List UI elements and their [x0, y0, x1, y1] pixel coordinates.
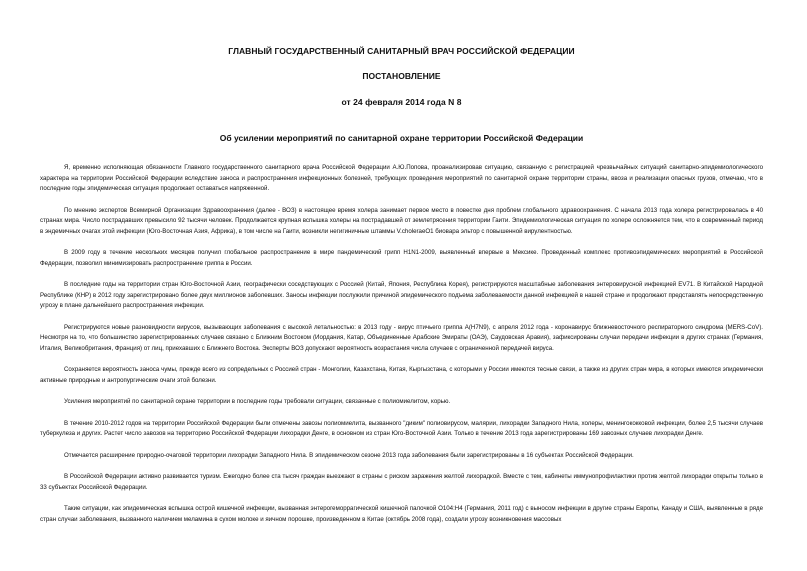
- body-paragraph: Сохраняется вероятность заноса чумы, прежде всего из сопредельных с Россией стран - Монголии, Казахстана, Китая, Кыргызстана, с которыми у России имеются тесные связи, а также из других стран мира, в которых имеются эпидемически активные природные и антропургические очаги этой болезни.: [40, 366, 763, 384]
- body-paragraph: В Российской Федерации активно развивается туризм. Ежегодно более ста тысяч граждан выезжают в страны с риском заражения желтой лихорадкой. Вместе с тем, кабинеты иммунопрофилактики против желтой лихорадки открыты только в 33 субъектах Российской Федерации.: [40, 473, 763, 491]
- document-title: Об усилении мероприятий по санитарной охране территории Российской Федерации: [219, 133, 584, 143]
- body-paragraph: В последние годы на территории стран Юго-Восточной Азии, географически соседствующих с Россией (Китай, Япония, Республика Корея), регистрируются масштабные заболевания энтеровирусной инфекцией EV71. В Китайской Народной Республике (КНР) в 2012 году зарегистрировано более двух миллионов заболевших. Заносы инфекции послужили причиной эпидемического подъема заболеваемости данной инфекцией в нашей стране и продолжают представлять непосредственную угрозу в плане дальнейшего распространения инфекции.: [40, 281, 763, 310]
- body-paragraph: Такие ситуации, как эпидемическая вспышка острой кишечной инфекции, вызванная энтерогеморрагической кишечной палочкой О104:Н4 (Германия, 2011 год) с выносом инфекции в другие страны Европы, Канаду и США, выявленные в ряде стран случаи заболевания, вызванного наличием меламина в сухом молоке и яичном порошке, произведенном в Китае (октябрь 2008 года), создали угрозу возникновения массовых: [40, 505, 763, 523]
- body-paragraph: В 2009 году в течение нескольких месяцев получил глобальное распространение в мире пандемический грипп H1N1-2009, выявленный впервые в Мексике. Проведенный комплекс противоэпидемических мероприятий в Российской Федерации, позволил минимизировать распространение гриппа в России.: [40, 249, 763, 267]
- document-type-heading: ПОСТАНОВЛЕНИЕ: [362, 71, 441, 81]
- body-paragraph: Регистрируются новые разновидности вирусов, вызывающих заболевания с высокой летальностью: в 2013 году - вирус птичьего гриппа A(H7N9), с апреля 2012 года - коронавирус ближневосточного респираторного синдрома (MERS-CoV). Несмотря на то, что большинство зарегистрированных случаев связано с Ближним Востоком (Иордания, Катар, Объединенные Арабские Эмираты (ОАЭ), Саудовская Аравия), зафиксированы случаи передачи инфекции в других странах (Германия, Италия, Великобритания, Франция) от лиц, приехавших с Ближнего Востока. Эксперты ВОЗ допускают вероятность возрастания числа случаев с ограниченной передачей вируса.: [40, 323, 763, 352]
- body-paragraph: Усиления мероприятий по санитарной охране территории в последние годы требовали ситуации, связанные с полиомиелитом, корью.: [64, 398, 451, 406]
- body-paragraph: По мнению экспертов Всемирной Организации Здравоохранения (далее - ВОЗ) в настоящее время холера занимает первое место в повестке дня проблем глобального здравоохранения. С начала 2013 года холера регистрировалась в 40 странах мира. Число пострадавших превысило 92 тысячи человек. Продолжается крупная вспышка холеры на пострадавшей от землетрясения территории Гаити. Эпидемиологическая ситуация по холере осложняется тем, что в современный период в эндемичных очагах этой инфекции (Юго-Восточная Азия, Африка), в том числе на Гаити, возникли негигиничные штаммы V.choleraeO1 биовара эльтор с повышенной вирулентностью.: [40, 206, 763, 235]
- document-date-number: от 24 февраля 2014 года N 8: [341, 97, 462, 107]
- authority-heading: ГЛАВНЫЙ ГОСУДАРСТВЕННЫЙ САНИТАРНЫЙ ВРАЧ РОССИЙСКОЙ ФЕДЕРАЦИИ: [228, 46, 575, 56]
- body-paragraph: Я, временно исполняющая обязанности Главного государственного санитарного врача Российской Федерации А.Ю.Попова, проанализировав ситуацию, связанную с регистрацией чрезвычайных ситуаций санитарно-эпидемиологического характера на территории Российской Федерации вследствие заноса и распространения инфекционных болезней, требующих проведения мероприятий по санитарной охране территории страны, ввоза и реализации опасных грузов, отмечаю, что в последние годы эпидемическая ситуация продолжает оставаться напряженной.: [40, 164, 763, 193]
- body-paragraph: Отмечается расширение природно-очаговой территории лихорадки Западного Нила. В эпидемическом сезоне 2013 года заболевания были зарегистрированы в 16 субъектах Российской Федерации.: [64, 451, 634, 459]
- body-paragraph: В течение 2010-2012 годов на территории Российской Федерации были отмечены завозы полиомиелита, вызванного "диким" полиовирусом, малярии, лихорадки Западного Нила, холеры, менингококковой инфекции, более 2,5 тысячи случаев туберкулеза и других. Растет число завозов на территорию Российской Федерации лихорадки Денге, в основном из стран Юго-Восточной Азии. Только в течение 2013 года зарегистрированы 169 завозных случаев лихорадки Денге.: [40, 419, 763, 438]
- document-body: [40, 163, 763, 525]
